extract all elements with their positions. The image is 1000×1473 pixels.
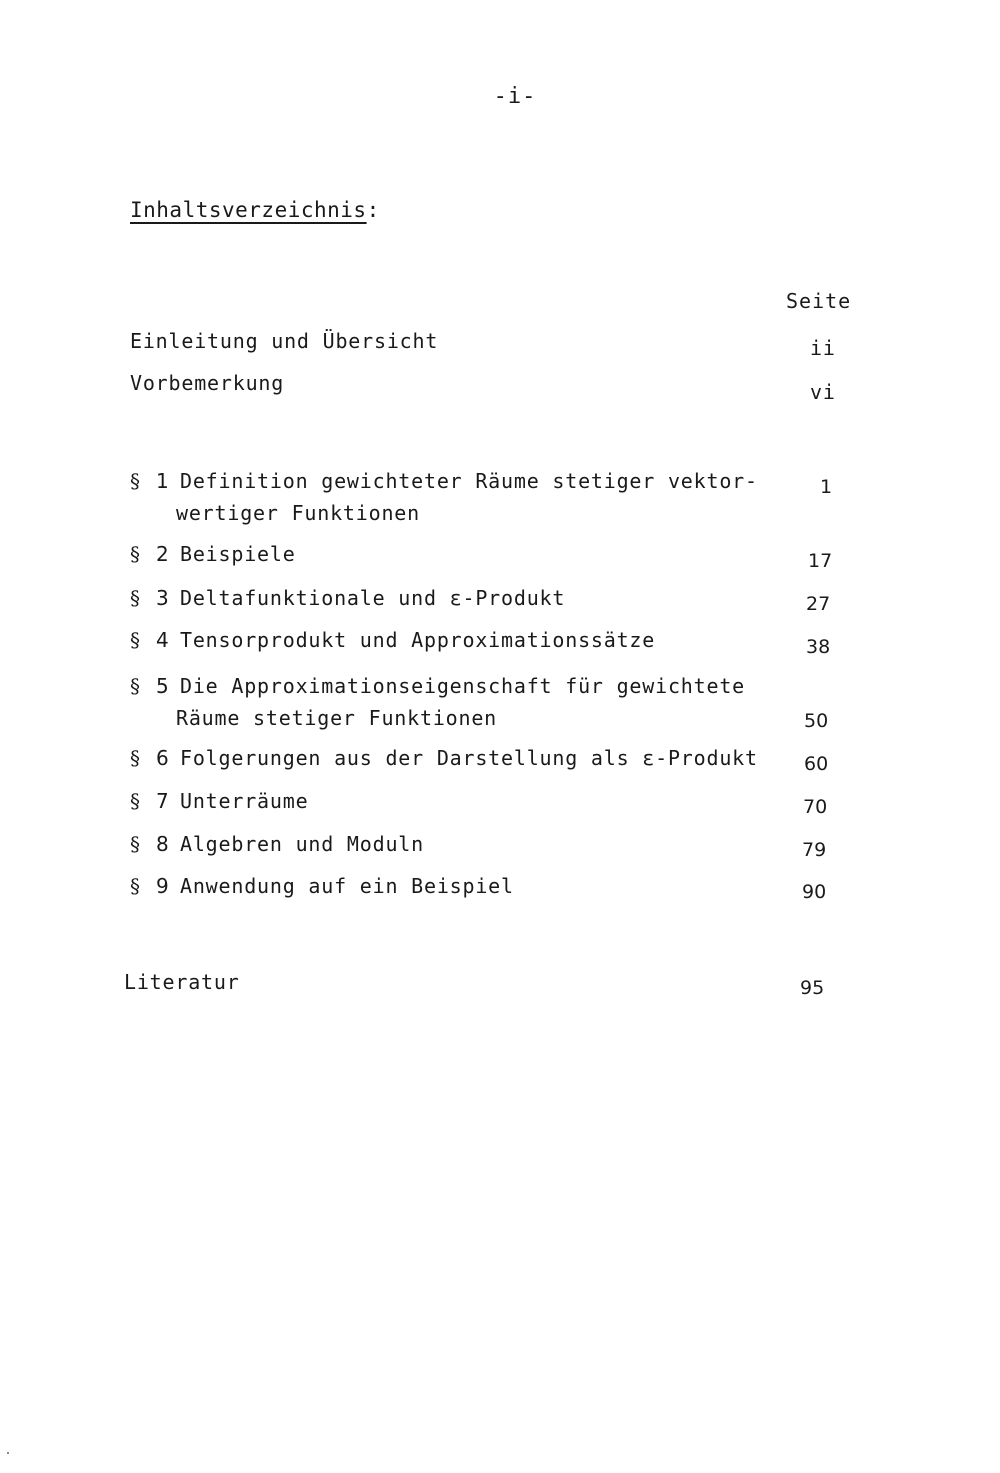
scan-speck [7, 1452, 9, 1454]
toc-entry-einleitung [130, 325, 438, 357]
toc-section-3 [130, 582, 565, 614]
section-title-line-1: Die Approximationseigenschaft für gewichtete [180, 674, 746, 698]
toc-section-8 [130, 828, 424, 860]
toc-section-4 [130, 624, 655, 656]
section-symbol: § [130, 789, 141, 813]
section-title-line-1: Anwendung auf ein Beispiel [180, 874, 514, 898]
section-symbol: § [130, 832, 141, 856]
toc-section-6 [130, 742, 758, 774]
toc-page-section-6: 60 [804, 753, 829, 775]
section-title-line-1: Deltafunktionale und ε-Produkt [180, 586, 566, 610]
section-symbol: § [130, 469, 141, 493]
toc-page-section-3: 27 [806, 593, 831, 615]
section-number: 1 [156, 469, 170, 493]
section-title-line-2: Räume stetiger Funktionen [176, 706, 498, 730]
toc-page-literatur: 95 [800, 977, 825, 999]
section-number: 5 [156, 674, 170, 698]
toc-section-5 [130, 670, 745, 734]
section-title-line-1: Folgerungen aus der Darstellung als ε-Produkt [180, 746, 758, 770]
section-number: 8 [156, 832, 170, 856]
page-number: -i- [493, 84, 537, 109]
section-symbol: § [130, 874, 141, 898]
section-number: 3 [156, 586, 170, 610]
toc-page-section-1: 1 [820, 476, 833, 498]
toc-page-section-4: 38 [806, 636, 831, 658]
section-number: 2 [156, 542, 170, 566]
toc-entry-title: Vorbemerkung [130, 371, 285, 395]
section-symbol: § [130, 746, 141, 770]
section-title-line-1: Unterräume [180, 789, 309, 813]
toc-heading-colon: : [366, 198, 380, 222]
toc-entry-vorbemerkung [130, 367, 284, 399]
section-symbol: § [130, 586, 141, 610]
section-number: 9 [156, 874, 170, 898]
toc-heading [130, 198, 380, 222]
section-title-line-1: Beispiele [180, 542, 296, 566]
section-title-line-1: Algebren und Moduln [180, 832, 424, 856]
toc-page-section-8: 79 [802, 839, 827, 861]
toc-page-vorbemerkung: vi [810, 380, 836, 404]
toc-entry-title: Literatur [124, 970, 240, 994]
toc-entry-literatur [124, 966, 240, 998]
section-symbol: § [130, 674, 141, 698]
toc-heading-title: Inhaltsverzeichnis [130, 198, 367, 222]
section-title-line-2: wertiger Funktionen [176, 501, 420, 525]
toc-page-section-9: 90 [802, 881, 827, 903]
section-title-line-1: Tensorprodukt und Approximationssätze [180, 628, 656, 652]
section-symbol: § [130, 542, 141, 566]
section-number: 7 [156, 789, 170, 813]
toc-section-2 [130, 538, 296, 570]
toc-entry-title: Einleitung und Übersicht [130, 329, 439, 353]
toc-page-section-2: 17 [808, 550, 833, 572]
seite-label: Seite [786, 289, 852, 313]
toc-page-section-7: 70 [803, 796, 828, 818]
section-title-line-1: Definition gewichteter Räume stetiger vektor- [180, 469, 758, 493]
section-number: 6 [156, 746, 170, 770]
toc-page-section-5: 50 [804, 710, 829, 732]
section-number: 4 [156, 628, 170, 652]
toc-section-1 [130, 465, 758, 529]
section-symbol: § [130, 628, 141, 652]
toc-page-einleitung: ii [810, 336, 836, 360]
toc-section-9 [130, 870, 514, 902]
toc-section-7 [130, 785, 308, 817]
